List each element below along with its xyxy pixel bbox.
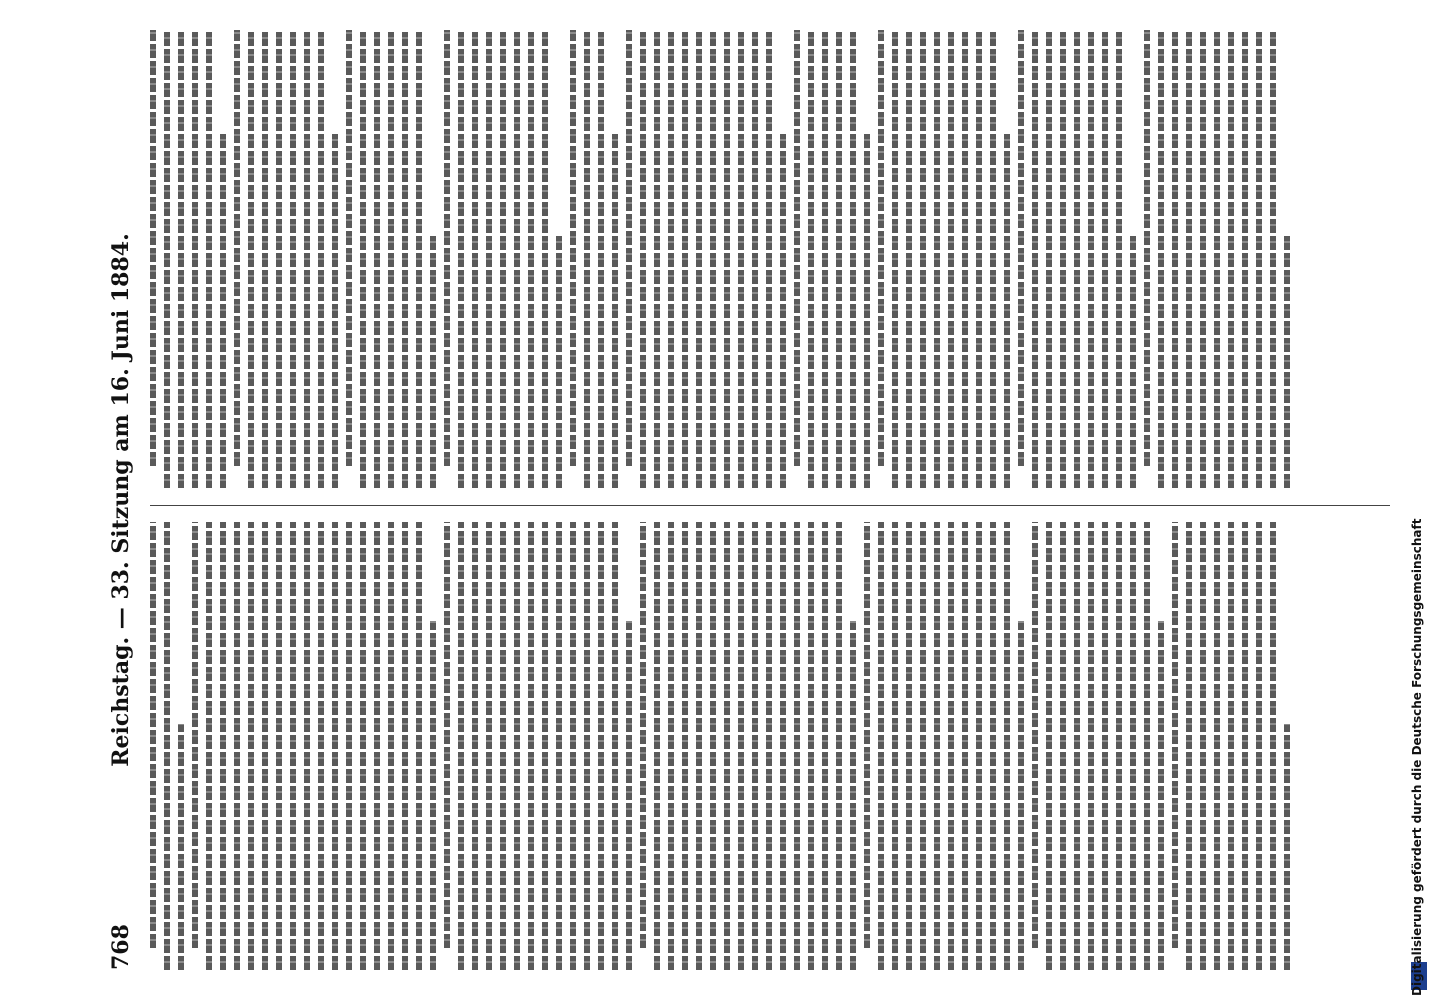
text-line (444, 522, 450, 948)
text-line (1242, 30, 1248, 488)
text-line (556, 236, 562, 488)
text-line (514, 522, 520, 970)
text-line (710, 30, 716, 488)
text-line (822, 522, 828, 970)
text-line (808, 522, 814, 970)
text-line (542, 30, 548, 488)
paragraph (570, 30, 618, 488)
text-line (1186, 30, 1192, 488)
text-line (164, 522, 170, 970)
paragraph (192, 522, 436, 970)
text-line (640, 30, 646, 488)
text-line (948, 30, 954, 488)
text-line (1256, 522, 1262, 970)
paragraph (444, 522, 632, 970)
text-line (276, 522, 282, 970)
paragraph (150, 30, 226, 488)
text-line (304, 522, 310, 970)
text-line (430, 236, 436, 488)
text-line (290, 522, 296, 970)
text-line (906, 522, 912, 970)
text-line (472, 522, 478, 970)
text-line (234, 522, 240, 970)
text-line (1046, 30, 1052, 488)
paragraph (1032, 522, 1164, 970)
text-line (626, 621, 632, 970)
text-line (486, 30, 492, 488)
text-column-left (150, 522, 1390, 970)
text-line (1158, 30, 1164, 488)
paragraph (794, 30, 870, 488)
text-line (878, 522, 884, 970)
text-line (780, 131, 786, 488)
text-line (934, 30, 940, 488)
text-line (1032, 522, 1038, 948)
text-column-right (150, 30, 1390, 488)
text-line (1046, 522, 1052, 970)
text-line (542, 522, 548, 970)
text-line (654, 522, 660, 970)
text-line (570, 30, 576, 466)
text-line (248, 522, 254, 970)
text-line (752, 522, 758, 970)
text-line (360, 30, 366, 488)
text-line (962, 30, 968, 488)
text-line (206, 30, 212, 488)
text-line (878, 30, 884, 466)
text-line (374, 30, 380, 488)
text-line (416, 30, 422, 488)
text-line (1004, 131, 1010, 488)
text-line (318, 30, 324, 488)
text-line (570, 522, 576, 970)
text-line (1284, 724, 1290, 970)
running-title: Reichstag. — 33. Sitzung am 16. Juni 1884. (108, 233, 134, 767)
paragraph (150, 522, 184, 970)
text-line (892, 30, 898, 488)
text-line (164, 30, 170, 488)
text-line (836, 522, 842, 970)
text-line (500, 30, 506, 488)
text-line (612, 522, 618, 970)
text-line (1158, 621, 1164, 970)
text-line (1130, 236, 1136, 488)
text-line (528, 30, 534, 488)
text-line (346, 522, 352, 970)
text-line (892, 522, 898, 970)
text-line (920, 30, 926, 488)
text-line (696, 30, 702, 488)
digitization-credit (1406, 0, 1432, 1000)
text-line (318, 522, 324, 970)
text-line (1004, 522, 1010, 970)
text-line (584, 30, 590, 488)
text-line (808, 30, 814, 488)
text-line (990, 30, 996, 488)
text-line (458, 30, 464, 488)
paragraph (234, 30, 338, 488)
text-line (1074, 30, 1080, 488)
text-line (1172, 522, 1178, 948)
text-line (668, 522, 674, 970)
text-line (1270, 522, 1276, 970)
text-line (724, 30, 730, 488)
text-line (598, 522, 604, 970)
text-line (1102, 30, 1108, 488)
text-line (402, 522, 408, 970)
text-line (416, 522, 422, 970)
text-line (1060, 522, 1066, 970)
text-line (976, 30, 982, 488)
text-line (234, 30, 240, 466)
text-line (206, 522, 212, 970)
text-line (738, 522, 744, 970)
text-line (346, 30, 352, 466)
text-line (458, 522, 464, 970)
text-line (724, 522, 730, 970)
text-line (430, 621, 436, 970)
page-number: 768 (108, 924, 134, 970)
text-line (710, 522, 716, 970)
text-line (1214, 522, 1220, 970)
text-line (360, 522, 366, 970)
text-line (626, 30, 632, 466)
text-line (864, 522, 870, 948)
text-line (374, 522, 380, 970)
text-line (1102, 522, 1108, 970)
text-line (1200, 522, 1206, 970)
text-line (1144, 522, 1150, 970)
text-line (906, 30, 912, 488)
paragraph (640, 522, 856, 970)
text-line (276, 30, 282, 488)
paragraph (878, 30, 1010, 488)
text-line (1242, 522, 1248, 970)
text-line (332, 131, 338, 488)
text-line (220, 131, 226, 488)
text-line (178, 30, 184, 488)
text-line (1130, 522, 1136, 970)
text-line (472, 30, 478, 488)
text-line (1032, 30, 1038, 488)
text-line (766, 30, 772, 488)
paragraph (346, 30, 436, 488)
paragraph (626, 30, 786, 488)
text-line (1088, 522, 1094, 970)
text-line (248, 30, 254, 488)
text-line (752, 30, 758, 488)
column-rule (150, 505, 1390, 506)
text-line (654, 30, 660, 488)
text-line (1270, 30, 1276, 488)
text-line (150, 522, 156, 948)
text-line (1144, 30, 1150, 466)
text-line (934, 522, 940, 970)
text-line (864, 131, 870, 488)
paragraph (1018, 30, 1136, 488)
text-line (1256, 30, 1262, 488)
text-line (822, 30, 828, 488)
text-line (920, 522, 926, 970)
text-line (962, 522, 968, 970)
paragraph (1144, 30, 1290, 488)
text-line (1116, 30, 1122, 488)
text-line (948, 522, 954, 970)
text-line (850, 621, 856, 970)
text-line (1088, 30, 1094, 488)
text-line (262, 522, 268, 970)
text-line (290, 30, 296, 488)
text-line (612, 131, 618, 488)
text-line (836, 30, 842, 488)
text-line (514, 30, 520, 488)
text-line (1186, 522, 1192, 970)
text-line (1074, 522, 1080, 970)
text-line (990, 522, 996, 970)
text-line (668, 30, 674, 488)
text-line (388, 522, 394, 970)
text-line (766, 522, 772, 970)
text-line (976, 522, 982, 970)
text-line (192, 522, 198, 948)
text-line (262, 30, 268, 488)
text-line (1018, 621, 1024, 970)
text-line (640, 522, 646, 948)
text-line (780, 522, 786, 970)
text-line (1214, 30, 1220, 488)
text-line (1200, 30, 1206, 488)
text-line (850, 30, 856, 488)
text-line (584, 522, 590, 970)
text-line (1172, 30, 1178, 488)
text-line (178, 724, 184, 970)
paragraph (864, 522, 1024, 970)
text-line (1228, 522, 1234, 970)
text-line (1060, 30, 1066, 488)
text-line (682, 30, 688, 488)
text-line (388, 30, 394, 488)
text-line (738, 30, 744, 488)
text-line (682, 522, 688, 970)
paragraph (1172, 522, 1290, 970)
text-line (556, 522, 562, 970)
text-line (444, 30, 450, 466)
text-line (304, 30, 310, 488)
text-line (1228, 30, 1234, 488)
paragraph (444, 30, 562, 488)
text-line (1116, 522, 1122, 970)
text-line (1018, 30, 1024, 466)
text-line (150, 30, 156, 466)
text-line (332, 522, 338, 970)
text-line (402, 30, 408, 488)
text-line (794, 522, 800, 970)
text-line (696, 522, 702, 970)
text-line (220, 522, 226, 970)
text-line (794, 30, 800, 466)
page-header (108, 30, 144, 970)
credit-text: Digitalisierung gefördert durch die Deutsche Forschungsgemeinschaft (1410, 518, 1424, 996)
text-line (528, 522, 534, 970)
text-line (598, 30, 604, 488)
text-line (486, 522, 492, 970)
text-line (500, 522, 506, 970)
text-line (192, 30, 198, 488)
text-line (1284, 236, 1290, 488)
